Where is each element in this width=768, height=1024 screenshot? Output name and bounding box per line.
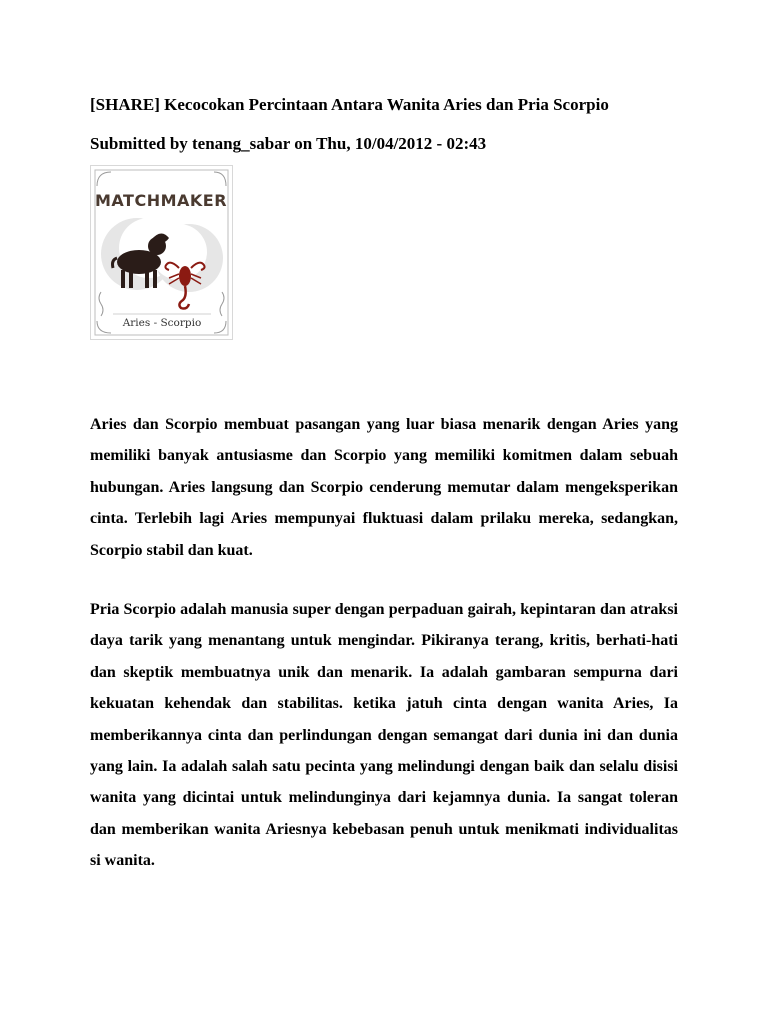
page-title: [SHARE] Kecocokan Percintaan Antara Wanita Aries dan Pria Scorpio [90,95,609,114]
matchmaker-artwork [91,166,234,341]
paragraph-aries-scorpio: Aries dan Scorpio membuat pasangan yang luar biasa menarik dengan Aries yang memiliki banyak antusiasme dan Scorpio yang memiliki komitmen dalam sebuah hubungan. Aries langsung dan Scorpio cenderung memutar dalam mengeksperikan cinta. Terlebih lagi Aries mempunyai fluktuasi dalam prilaku mereka, sedangkan, Scorpio stabil dan kuat. [90,416,678,559]
submission-byline: Submitted by tenang_sabar on Thu, 10/04/2012 - 02:43 [90,134,487,153]
brand-wordmark: MATCHMAKER [94,191,228,210]
image-caption: Aries - Scorpio [122,317,202,329]
paragraph-pria-scorpio: Pria Scorpio adalah manusia super dengan perpaduan gairah, kepintaran dan atraksi daya tarik yang menantang untuk mengindar. Pikiranya terang, kritis, berhati-hati dan skeptik membuatnya unik dan menarik. Ia adalah gambaran sempurna dari kekuatan kehendak dan stabilitas. ketika jatuh cinta dengan wanita Aries, Ia memberikannya cinta dan perlindungan dengan semangat dari dunia ini dan dunia yang lain. Ia adalah salah satu pecinta yang melindungi dengan baik dan selalu disisi wanita yang dicintai untuk melindunginya dari kejamnya dunia. Ia sangat toleran dan memberikan wanita Ariesnya kebebasan penuh untuk menikmati individualitas si wanita. [90,601,678,870]
matchmaker-image [90,165,233,340]
